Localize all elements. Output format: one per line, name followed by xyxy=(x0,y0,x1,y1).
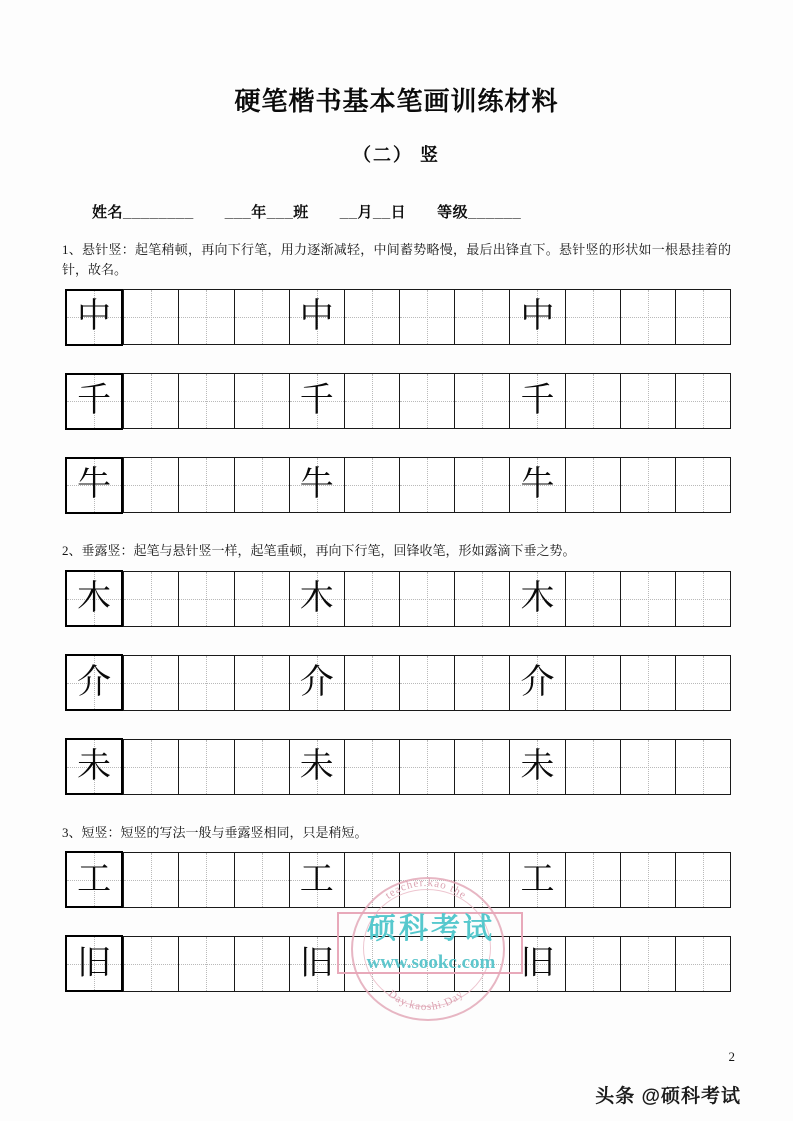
practice-section xyxy=(0,541,793,794)
practice-cell-model[interactable] xyxy=(65,373,123,430)
practice-character: 介 xyxy=(520,663,555,701)
practice-cell-blank[interactable] xyxy=(289,290,344,344)
practice-cell-blank[interactable] xyxy=(123,740,178,794)
practice-character: 未 xyxy=(520,747,555,785)
practice-cell-blank[interactable] xyxy=(178,458,233,512)
practice-cell-blank[interactable] xyxy=(344,290,399,344)
practice-cell-blank[interactable] xyxy=(620,853,675,907)
practice-cell-blank[interactable] xyxy=(399,740,454,794)
practice-cell-blank[interactable] xyxy=(399,458,454,512)
practice-cell-blank[interactable] xyxy=(123,458,178,512)
practice-cell-blank[interactable] xyxy=(620,572,675,626)
practice-grid-row xyxy=(65,739,731,795)
practice-cell-blank[interactable] xyxy=(565,740,620,794)
practice-cell-blank[interactable] xyxy=(620,656,675,710)
practice-cell-blank[interactable] xyxy=(565,853,620,907)
practice-cell-blank[interactable] xyxy=(399,656,454,710)
practice-cell-blank[interactable] xyxy=(454,853,509,907)
practice-cell-blank[interactable] xyxy=(289,853,344,907)
practice-cell-model[interactable] xyxy=(65,289,123,346)
practice-cell-blank[interactable] xyxy=(234,656,289,710)
practice-cell-blank[interactable] xyxy=(344,853,399,907)
practice-grid-row xyxy=(65,852,731,908)
practice-cell-blank[interactable] xyxy=(454,937,509,991)
practice-cell-blank[interactable] xyxy=(675,290,730,344)
practice-cell-blank[interactable] xyxy=(234,853,289,907)
practice-cell-blank[interactable] xyxy=(123,290,178,344)
practice-grid-row xyxy=(65,571,731,627)
practice-cell-blank[interactable] xyxy=(509,572,564,626)
practice-cell-blank[interactable] xyxy=(675,458,730,512)
practice-cell-blank[interactable] xyxy=(344,937,399,991)
practice-cell-blank[interactable] xyxy=(234,937,289,991)
practice-section xyxy=(0,240,793,513)
practice-character: 中 xyxy=(299,298,334,336)
practice-cell-blank[interactable] xyxy=(344,458,399,512)
practice-cell-blank[interactable] xyxy=(123,937,178,991)
practice-character: 千 xyxy=(77,382,112,420)
practice-cell-blank[interactable] xyxy=(620,458,675,512)
sections-container xyxy=(0,240,793,992)
practice-cell-blank[interactable] xyxy=(509,290,564,344)
practice-cell-blank[interactable] xyxy=(289,740,344,794)
practice-character: 木 xyxy=(299,579,334,617)
practice-cell-blank[interactable] xyxy=(289,572,344,626)
practice-cell-blank[interactable] xyxy=(178,937,233,991)
practice-character: 介 xyxy=(299,663,334,701)
practice-cell-blank[interactable] xyxy=(675,374,730,428)
practice-cell-blank[interactable] xyxy=(289,458,344,512)
practice-cell-blank[interactable] xyxy=(509,458,564,512)
section-description: 3、短竖：短竖的写法一般与垂露竖相同，只是稍短。 xyxy=(62,824,368,840)
practice-character: 千 xyxy=(299,382,334,420)
practice-cell-blank[interactable] xyxy=(178,853,233,907)
footer-brand: 头条 @硕科考试 xyxy=(595,1086,741,1107)
practice-cell-blank[interactable] xyxy=(123,853,178,907)
practice-cell-blank[interactable] xyxy=(289,374,344,428)
practice-cell-blank[interactable] xyxy=(178,374,233,428)
student-info-line: 姓名________ ___年___班 __月__日 等级______ xyxy=(92,204,522,222)
practice-cell-blank[interactable] xyxy=(620,374,675,428)
practice-cell-blank[interactable] xyxy=(234,458,289,512)
practice-character: 牛 xyxy=(299,466,334,504)
practice-character: 工 xyxy=(77,860,112,898)
practice-cell-model[interactable] xyxy=(65,654,123,711)
practice-cell-blank[interactable] xyxy=(620,290,675,344)
page-subtitle: （二） 竖 xyxy=(352,145,440,166)
practice-grid-row xyxy=(65,655,731,711)
practice-character: 旧 xyxy=(520,944,555,982)
practice-cell-blank[interactable] xyxy=(454,458,509,512)
practice-cell-blank[interactable] xyxy=(565,656,620,710)
practice-character: 千 xyxy=(520,382,555,420)
stamp-arc-top-text: teacher.kao the xyxy=(383,877,469,902)
practice-character: 牛 xyxy=(77,466,112,504)
practice-cell-blank[interactable] xyxy=(509,853,564,907)
practice-character: 牛 xyxy=(520,466,555,504)
practice-cell-blank[interactable] xyxy=(565,374,620,428)
practice-cell-model[interactable] xyxy=(65,570,123,627)
practice-cell-blank[interactable] xyxy=(675,853,730,907)
practice-cell-blank[interactable] xyxy=(565,572,620,626)
practice-cell-blank[interactable] xyxy=(675,572,730,626)
practice-cell-blank[interactable] xyxy=(454,374,509,428)
practice-cell-model[interactable] xyxy=(65,457,123,514)
page-number: 2 xyxy=(728,1049,735,1064)
practice-cell-blank[interactable] xyxy=(620,740,675,794)
practice-grid-row xyxy=(65,936,731,992)
practice-cell-blank[interactable] xyxy=(344,572,399,626)
practice-character: 中 xyxy=(77,298,112,336)
practice-character: 木 xyxy=(520,579,555,617)
practice-cell-blank[interactable] xyxy=(234,572,289,626)
practice-cell-model[interactable] xyxy=(65,935,123,992)
practice-cell-blank[interactable] xyxy=(178,656,233,710)
title-block xyxy=(0,0,793,167)
practice-cell-blank[interactable] xyxy=(234,740,289,794)
practice-character: 工 xyxy=(520,860,555,898)
practice-cell-blank[interactable] xyxy=(565,458,620,512)
practice-grid-row xyxy=(65,373,731,429)
practice-cell-blank[interactable] xyxy=(399,937,454,991)
practice-cell-model[interactable] xyxy=(65,851,123,908)
practice-cell-blank[interactable] xyxy=(399,853,454,907)
practice-character: 介 xyxy=(77,663,112,701)
watermark-url-text: www.sookc.com xyxy=(366,952,496,973)
practice-cell-blank[interactable] xyxy=(565,937,620,991)
practice-cell-blank[interactable] xyxy=(675,656,730,710)
watermark-brand-text: 硕科考试 xyxy=(366,913,495,945)
practice-cell-blank[interactable] xyxy=(123,374,178,428)
stamp-arc-bottom-text: Day.kaoshi.Day xyxy=(385,987,467,1014)
practice-cell-blank[interactable] xyxy=(454,656,509,710)
practice-cell-blank[interactable] xyxy=(399,374,454,428)
practice-cell-blank[interactable] xyxy=(509,937,564,991)
practice-cell-blank[interactable] xyxy=(454,290,509,344)
practice-cell-blank[interactable] xyxy=(454,740,509,794)
practice-cell-blank[interactable] xyxy=(289,656,344,710)
practice-character: 旧 xyxy=(77,944,112,982)
practice-cell-blank[interactable] xyxy=(289,937,344,991)
practice-grid-row xyxy=(65,289,731,345)
section-description: 1、悬针竖：起笔稍顿，再向下行笔，用力逐渐减轻，中间蓄势略慢，最后出锋直下。悬针竖的形状如一根悬挂着的针，故名。 xyxy=(62,242,731,278)
practice-grid-row xyxy=(65,457,731,513)
practice-cell-blank[interactable] xyxy=(509,374,564,428)
practice-cell-model[interactable] xyxy=(65,738,123,795)
practice-cell-blank[interactable] xyxy=(123,656,178,710)
practice-cell-blank[interactable] xyxy=(509,740,564,794)
practice-section xyxy=(0,823,793,992)
practice-character: 未 xyxy=(299,747,334,785)
section-description: 2、垂露竖：起笔与悬针竖一样，起笔重顿，再向下行笔，回锋收笔，形如露滴下垂之势。 xyxy=(62,543,576,559)
practice-character: 未 xyxy=(77,747,112,785)
practice-cell-blank[interactable] xyxy=(178,740,233,794)
practice-cell-blank[interactable] xyxy=(620,937,675,991)
practice-cell-blank[interactable] xyxy=(454,572,509,626)
practice-cell-blank[interactable] xyxy=(675,740,730,794)
practice-cell-blank[interactable] xyxy=(123,572,178,626)
practice-cell-blank[interactable] xyxy=(178,572,233,626)
practice-character: 中 xyxy=(520,298,555,336)
practice-character: 木 xyxy=(77,579,112,617)
practice-character: 工 xyxy=(299,860,334,898)
practice-cell-blank[interactable] xyxy=(675,937,730,991)
page-title: 硬笔楷书基本笔画训练材料 xyxy=(234,86,559,116)
practice-cell-blank[interactable] xyxy=(399,290,454,344)
practice-cell-blank[interactable] xyxy=(234,290,289,344)
practice-cell-blank[interactable] xyxy=(344,740,399,794)
practice-cell-blank[interactable] xyxy=(509,656,564,710)
practice-cell-blank[interactable] xyxy=(399,572,454,626)
practice-cell-blank[interactable] xyxy=(344,374,399,428)
practice-cell-blank[interactable] xyxy=(344,656,399,710)
practice-cell-blank[interactable] xyxy=(565,290,620,344)
practice-character: 旧 xyxy=(299,944,334,982)
practice-cell-blank[interactable] xyxy=(234,374,289,428)
practice-cell-blank[interactable] xyxy=(178,290,233,344)
